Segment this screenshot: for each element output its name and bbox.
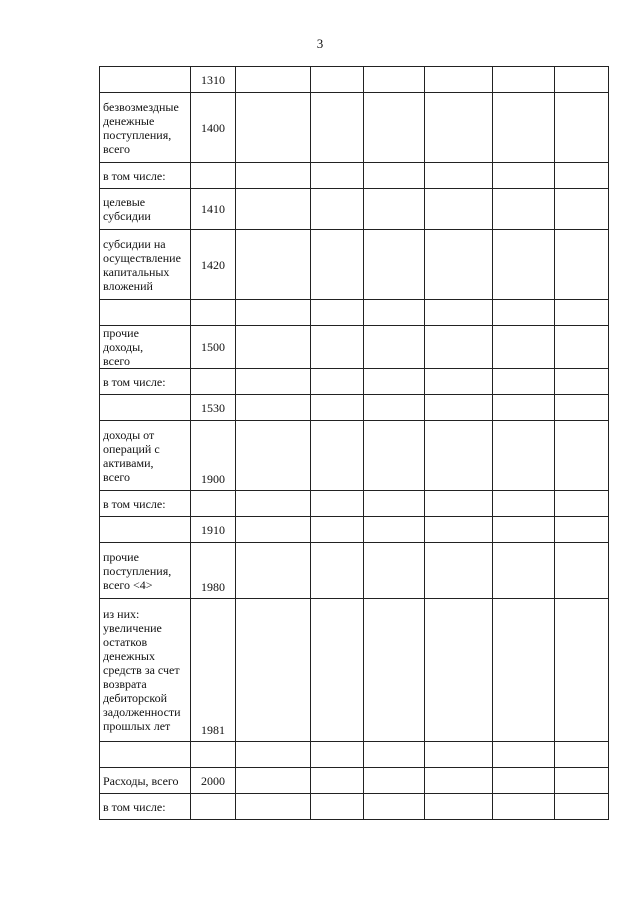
value-cell: [236, 67, 311, 93]
value-cell: [493, 768, 555, 794]
value-cell: [555, 326, 609, 369]
row-label-text: доходы от операций с активами, всего: [103, 427, 160, 484]
value-cell: [555, 794, 609, 820]
table-row: [100, 163, 609, 189]
value-cell: [555, 67, 609, 93]
value-cell: [425, 326, 493, 369]
value-cell: [364, 491, 425, 517]
value-cell: [236, 491, 311, 517]
value-cell: [493, 300, 555, 326]
value-cell: [555, 230, 609, 300]
value-cell: [555, 543, 609, 599]
value-cell: [555, 599, 609, 742]
value-cell: [425, 768, 493, 794]
value-cell: [425, 230, 493, 300]
value-cell: [236, 230, 311, 300]
value-cell: [425, 300, 493, 326]
value-cell: [364, 421, 425, 491]
value-cell: [425, 395, 493, 421]
value-cell: [493, 326, 555, 369]
table-row: [100, 742, 609, 768]
value-cell: [364, 67, 425, 93]
value-cell: [425, 421, 493, 491]
row-code: [191, 491, 236, 517]
row-label: [100, 517, 191, 543]
row-label: [100, 395, 191, 421]
row-label: [100, 326, 191, 369]
value-cell: [425, 369, 493, 395]
value-cell: [555, 421, 609, 491]
row-code: 1530: [191, 395, 236, 421]
value-cell: [311, 517, 364, 543]
value-cell: [555, 93, 609, 163]
value-cell: [425, 67, 493, 93]
table-row: [100, 300, 609, 326]
row-label-text: целевые субсидии: [103, 195, 151, 223]
value-cell: [425, 517, 493, 543]
value-cell: [425, 189, 493, 230]
row-label: [100, 491, 191, 517]
value-cell: [236, 599, 311, 742]
value-cell: [311, 163, 364, 189]
value-cell: [311, 491, 364, 517]
value-cell: [364, 517, 425, 543]
value-cell: [236, 189, 311, 230]
table-row: [100, 794, 609, 820]
row-label-text: субсидии на осуществление капитальных вложений: [103, 236, 181, 293]
row-code: 1981: [191, 599, 236, 742]
value-cell: [493, 599, 555, 742]
row-label-text: прочие доходы, всего: [103, 326, 144, 368]
value-cell: [364, 742, 425, 768]
value-cell: [555, 369, 609, 395]
table-row: [100, 369, 609, 395]
table-row: [100, 67, 609, 93]
value-cell: [555, 395, 609, 421]
row-label: [100, 599, 191, 742]
row-code: 1900: [191, 421, 236, 491]
value-cell: [311, 742, 364, 768]
value-cell: [493, 491, 555, 517]
row-code: 2000: [191, 768, 236, 794]
row-code: [191, 369, 236, 395]
value-cell: [311, 93, 364, 163]
value-cell: [236, 163, 311, 189]
value-cell: [493, 543, 555, 599]
row-label: [100, 794, 191, 820]
row-label-text: Расходы, всего: [103, 773, 179, 788]
value-cell: [311, 768, 364, 794]
value-cell: [364, 230, 425, 300]
row-code: 1400: [191, 93, 236, 163]
value-cell: [364, 326, 425, 369]
row-label: [100, 742, 191, 768]
row-label: [100, 93, 191, 163]
value-cell: [425, 599, 493, 742]
value-cell: [493, 230, 555, 300]
value-cell: [236, 794, 311, 820]
row-code: 1980: [191, 543, 236, 599]
value-cell: [311, 543, 364, 599]
row-code: 1420: [191, 230, 236, 300]
row-label: [100, 189, 191, 230]
table-row: [100, 517, 609, 543]
value-cell: [425, 93, 493, 163]
value-cell: [236, 517, 311, 543]
row-label-text: в том числе:: [103, 799, 166, 814]
value-cell: [493, 93, 555, 163]
row-code: 1500: [191, 326, 236, 369]
row-label: [100, 421, 191, 491]
row-label: [100, 230, 191, 300]
value-cell: [555, 491, 609, 517]
value-cell: [236, 543, 311, 599]
value-cell: [364, 395, 425, 421]
row-code: [191, 794, 236, 820]
value-cell: [364, 768, 425, 794]
row-label-text: в том числе:: [103, 374, 166, 389]
row-code: [191, 300, 236, 326]
table-row: [100, 491, 609, 517]
table-row: [100, 395, 609, 421]
row-label-text: в том числе:: [103, 496, 166, 511]
value-cell: [236, 395, 311, 421]
row-label: [100, 300, 191, 326]
table-row: [100, 93, 609, 163]
value-cell: [311, 300, 364, 326]
value-cell: [236, 326, 311, 369]
value-cell: [364, 93, 425, 163]
value-cell: [493, 421, 555, 491]
value-cell: [364, 300, 425, 326]
row-label: [100, 543, 191, 599]
value-cell: [425, 491, 493, 517]
row-code: 1910: [191, 517, 236, 543]
table-row: [100, 326, 609, 369]
row-label: [100, 768, 191, 794]
table-row: [100, 189, 609, 230]
financial-plan-table: [99, 66, 609, 820]
row-code: [191, 742, 236, 768]
value-cell: [311, 369, 364, 395]
value-cell: [236, 93, 311, 163]
row-label-text: из них: увеличение остатков денежных средств за счет возврата дебиторской задолженности прошлых лет: [103, 607, 181, 733]
value-cell: [555, 768, 609, 794]
value-cell: [236, 369, 311, 395]
value-cell: [493, 395, 555, 421]
value-cell: [493, 163, 555, 189]
value-cell: [425, 742, 493, 768]
value-cell: [311, 189, 364, 230]
row-label: [100, 67, 191, 93]
value-cell: [555, 300, 609, 326]
value-cell: [311, 794, 364, 820]
page-number: 3: [316, 36, 324, 51]
row-label: [100, 369, 191, 395]
value-cell: [425, 794, 493, 820]
value-cell: [364, 599, 425, 742]
row-label-text: безвозмездные денежные поступления, всего: [103, 99, 179, 156]
table-row: [100, 599, 609, 742]
value-cell: [311, 599, 364, 742]
value-cell: [311, 421, 364, 491]
value-cell: [555, 163, 609, 189]
value-cell: [236, 300, 311, 326]
value-cell: [493, 742, 555, 768]
value-cell: [493, 67, 555, 93]
table-row: [100, 230, 609, 300]
value-cell: [364, 794, 425, 820]
value-cell: [364, 189, 425, 230]
value-cell: [236, 768, 311, 794]
value-cell: [311, 395, 364, 421]
row-label-text: прочие поступления, всего <4>: [103, 549, 172, 592]
value-cell: [555, 189, 609, 230]
row-code: [191, 163, 236, 189]
table-row: [100, 768, 609, 794]
row-label-text: в том числе:: [103, 168, 166, 183]
row-label: [100, 163, 191, 189]
value-cell: [236, 742, 311, 768]
value-cell: [311, 230, 364, 300]
row-code: 1410: [191, 189, 236, 230]
value-cell: [364, 369, 425, 395]
value-cell: [493, 517, 555, 543]
value-cell: [493, 189, 555, 230]
row-code: 1310: [191, 67, 236, 93]
value-cell: [236, 421, 311, 491]
value-cell: [364, 163, 425, 189]
value-cell: [425, 543, 493, 599]
value-cell: [555, 517, 609, 543]
value-cell: [555, 742, 609, 768]
value-cell: [493, 369, 555, 395]
value-cell: [311, 67, 364, 93]
value-cell: [425, 163, 493, 189]
value-cell: [311, 326, 364, 369]
table-row: [100, 543, 609, 599]
value-cell: [364, 543, 425, 599]
table-row: [100, 421, 609, 491]
value-cell: [493, 794, 555, 820]
